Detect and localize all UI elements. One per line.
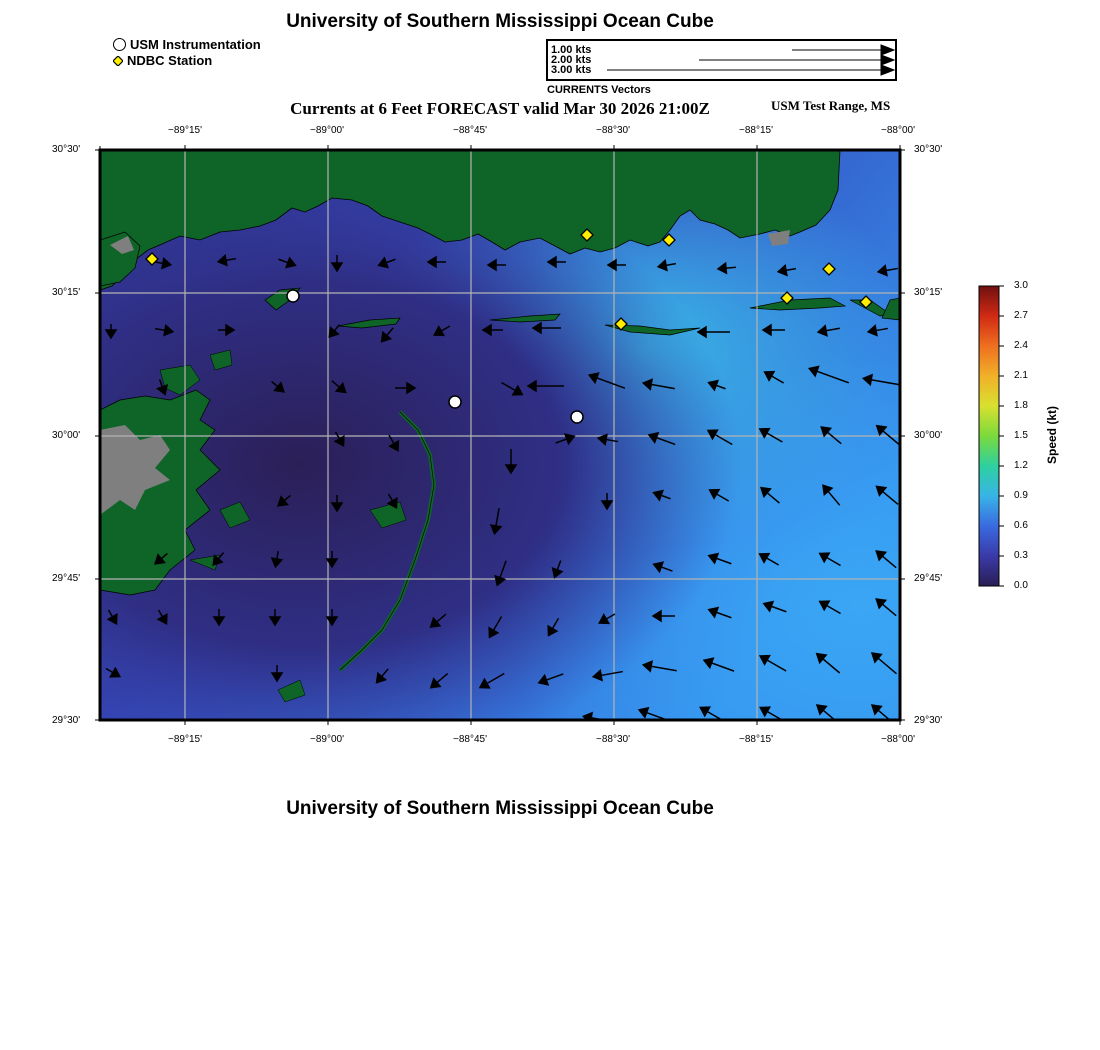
diamond-marker-icon — [113, 56, 123, 66]
legend-ndbc-label: NDBC Station — [127, 53, 213, 68]
lat-label-left-1: 30°30' — [52, 144, 81, 155]
usm-station-1[interactable] — [287, 290, 299, 302]
colorbar-tick-1.8: 1.8 — [1014, 400, 1028, 411]
lat-label-right-2: 30°15' — [914, 287, 943, 298]
vector-scale-label-2: 2.00 kts — [551, 54, 592, 66]
legend-ndbc — [113, 53, 261, 68]
colorbar-tick-3.0: 3.0 — [1014, 280, 1028, 291]
lon-label-top-6: −88°00' — [881, 125, 915, 136]
lon-label-bottom-4: −88°30' — [596, 734, 630, 745]
lat-label-right-4: 29°45' — [914, 573, 943, 584]
lon-label-top-5: −88°15' — [739, 125, 773, 136]
colorbar-tick-0.9: 0.9 — [1014, 490, 1028, 501]
page-title: University of Southern Mississippi Ocean Cube — [286, 11, 714, 32]
speed-colorbar — [978, 285, 1008, 587]
lat-label-right-1: 30°30' — [914, 144, 943, 155]
symbol-legend — [113, 37, 261, 68]
colorbar-tick-2.1: 2.1 — [1014, 370, 1028, 381]
colorbar-tick-1.5: 1.5 — [1014, 430, 1028, 441]
colorbar-tick-2.7: 2.7 — [1014, 310, 1028, 321]
lon-label-top-2: −89°00' — [310, 125, 344, 136]
lon-label-bottom-5: −88°15' — [739, 734, 773, 745]
colorbar-tick-2.4: 2.4 — [1014, 340, 1028, 351]
vector-scale-label-1: 1.00 kts — [551, 44, 592, 56]
lat-label-left-3: 30°00' — [52, 430, 81, 441]
legend-instrumentation — [113, 37, 261, 52]
vector-caption: CURRENTS Vectors — [547, 84, 651, 96]
lon-label-top-3: −88°45' — [453, 125, 487, 136]
lon-label-bottom-6: −88°00' — [881, 734, 915, 745]
colorbar-tick-0.0: 0.0 — [1014, 580, 1028, 591]
vector-scale-arrows — [546, 39, 896, 79]
lon-label-bottom-3: −88°45' — [453, 734, 487, 745]
region-label: USM Test Range, MS — [771, 98, 891, 113]
lon-label-top-4: −88°30' — [596, 125, 630, 136]
lat-label-right-3: 30°00' — [914, 430, 943, 441]
colorbar-tick-0.3: 0.3 — [1014, 550, 1028, 561]
vector-scale-label-3: 3.00 kts — [551, 64, 592, 76]
usm-station-3[interactable] — [571, 411, 583, 423]
lat-label-left-2: 30°15' — [52, 287, 81, 298]
legend-instrumentation-label: USM Instrumentation — [130, 37, 261, 52]
colorbar-title: Speed (kt) — [1045, 406, 1059, 465]
lat-label-left-4: 29°45' — [52, 573, 81, 584]
lat-label-left-5: 29°30' — [52, 715, 81, 726]
current-map — [90, 140, 910, 760]
usm-station-2[interactable] — [449, 396, 461, 408]
forecast-subtitle: Currents at 6 Feet FORECAST valid Mar 30 2026 21:00Z — [290, 99, 710, 118]
footer-title: University of Southern Mississippi Ocean Cube — [286, 798, 714, 819]
lon-label-bottom-2: −89°00' — [310, 734, 344, 745]
lon-label-top-1: −89°15' — [168, 125, 202, 136]
colorbar-tick-1.2: 1.2 — [1014, 460, 1028, 471]
colorbar-tick-0.6: 0.6 — [1014, 520, 1028, 531]
lat-label-right-5: 29°30' — [914, 715, 943, 726]
lon-label-bottom-1: −89°15' — [168, 734, 202, 745]
circle-marker-icon — [113, 38, 126, 51]
